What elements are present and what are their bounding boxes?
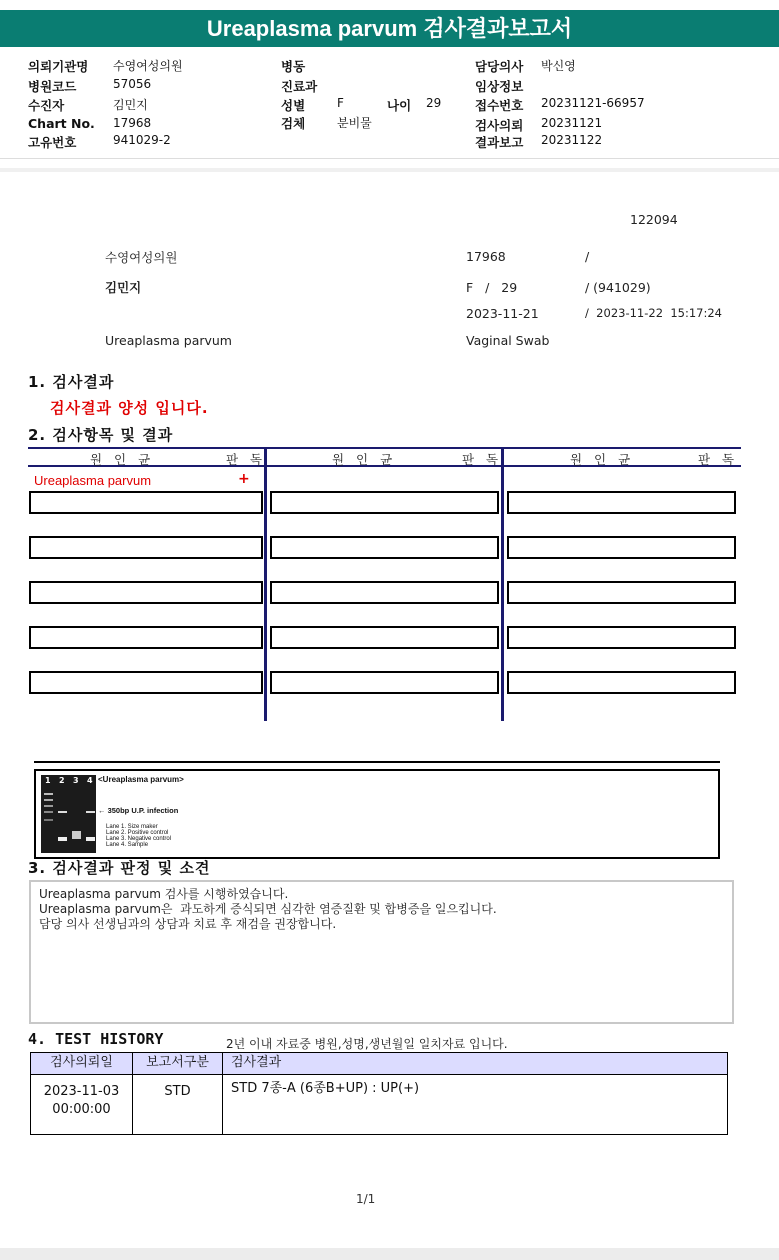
result-item-mark: + [238, 471, 250, 487]
result-item-name: Ureaplasma parvum [34, 473, 152, 488]
history-header-type: 보고서구분 [132, 1052, 223, 1075]
label-hospital-code: 병원코드 [28, 79, 77, 94]
gel-lane-2: 2 [59, 776, 65, 785]
summary-code: 122094 [630, 212, 678, 227]
opinion-box [29, 880, 734, 1024]
col1-header-judgement: 판 독 [226, 452, 267, 467]
label-report-date: 결과보고 [475, 135, 524, 150]
label-patient: 수진자 [28, 98, 65, 113]
col2-header-organism: 원 인 균 [332, 452, 397, 467]
section3-title: 3. 검사결과 판정 및 소견 [28, 859, 211, 877]
result-box [270, 626, 499, 649]
col3-header-judgement: 판 독 [698, 452, 739, 467]
history-cell-date [30, 1074, 133, 1135]
history-time: 00:00:00 [52, 1102, 111, 1117]
summary-hospital: 수영여성의원 [105, 250, 178, 265]
header-shadow [0, 168, 779, 172]
label-department: 진료과 [281, 79, 318, 94]
label-chart-no: Chart No. [28, 116, 95, 131]
history-note: 2년 이내 자료중 병원,성명,생년월일 일치자료 입니다. [226, 1037, 508, 1051]
col3-header-organism: 원 인 균 [570, 452, 635, 467]
gel-panel [34, 769, 720, 859]
section1-result: 검사결과 양성 입니다. [50, 399, 209, 417]
label-age: 나이 [387, 98, 412, 113]
bottom-bar [0, 1248, 779, 1260]
summary-birth: / (941029) [585, 280, 651, 295]
gel-image [41, 775, 96, 853]
label-unique-no: 고유번호 [28, 135, 77, 150]
opinion-line-2: Ureaplasma parvum은 과도하게 증식되면 심각한 염증질환 및 합병증을 일으킵니다. [39, 902, 497, 916]
section2-title: 2. 검사항목 및 결과 [28, 426, 174, 444]
result-box [507, 581, 736, 604]
summary-test-name: Ureaplasma parvum [105, 333, 232, 348]
gel-legend-2: Lane 2. Positive control [106, 830, 169, 836]
history-date: 2023-11-03 [43, 1084, 120, 1099]
history-result: STD 7종-A (6종B+UP) : UP(+) [222, 1074, 728, 1135]
gel-lane-3: 3 [73, 776, 79, 785]
summary-chart-no: 17968 [466, 249, 506, 264]
value-patient: 김민지 [113, 98, 148, 112]
label-ward: 병동 [281, 59, 306, 74]
gel-top-rule [34, 761, 720, 763]
value-age: 29 [426, 96, 442, 110]
col2-header-judgement: 판 독 [462, 452, 503, 467]
opinion-line-3: 담당 의사 선생님과의 상담과 치료 후 재검을 권장합니다. [39, 917, 337, 931]
history-type: STD [132, 1074, 223, 1135]
value-hospital-code: 57056 [113, 77, 152, 91]
value-receipt-no: 20231121-66957 [541, 96, 645, 110]
section1-title: 1. 검사결과 [28, 373, 115, 391]
gel-title: <Ureaplasma parvum> [98, 775, 184, 784]
value-request-date: 20231121 [541, 116, 603, 130]
result-box [29, 671, 263, 694]
label-specimen: 검체 [281, 116, 306, 131]
summary-patient: 김민지 [105, 280, 142, 295]
result-box [29, 536, 263, 559]
result-box [270, 671, 499, 694]
summary-specimen: Vaginal Swab [466, 333, 550, 348]
grid-top-rule [28, 447, 741, 449]
opinion-line-1: Ureaplasma parvum 검사를 시행하였습니다. [39, 887, 289, 901]
value-unique-no: 941029-2 [113, 133, 171, 147]
summary-report-datetime: / 2023-11-22 15:17:24 [585, 306, 722, 320]
result-box [270, 536, 499, 559]
section4-title: 4. TEST HISTORY [28, 1030, 164, 1048]
value-specimen: 분비물 [337, 116, 372, 130]
page-number: 1/1 [356, 1192, 376, 1206]
gel-bands [41, 775, 96, 853]
gel-lane-4: 4 [87, 776, 93, 785]
value-report-date: 20231122 [541, 133, 603, 147]
gel-band-label: ← 350bp U.P. infection [98, 806, 179, 815]
result-box [29, 581, 263, 604]
history-header-date: 검사의뢰일 [30, 1052, 133, 1075]
label-clinical-info: 임상정보 [475, 79, 524, 94]
result-box [507, 626, 736, 649]
label-institution: 의뢰기관명 [28, 59, 89, 74]
grid-divider-2 [501, 447, 504, 721]
grid-divider-1 [264, 447, 267, 721]
gel-legend-1: Lane 1. Size maker [106, 824, 158, 830]
gel-lane-1: 1 [45, 776, 51, 785]
label-doctor: 담당의사 [475, 59, 524, 74]
label-receipt-no: 접수번호 [475, 98, 524, 113]
label-request-date: 검사의뢰 [475, 118, 524, 133]
history-header-result: 검사결과 [222, 1052, 728, 1075]
value-doctor: 박신영 [541, 59, 576, 73]
result-box [270, 491, 499, 514]
summary-sex-age: F / 29 [466, 280, 518, 295]
label-sex: 성별 [281, 98, 306, 113]
result-box [29, 491, 263, 514]
report-title: Ureaplasma parvum 검사결과보고서 [0, 10, 779, 47]
result-box [29, 626, 263, 649]
value-chart-no: 17968 [113, 116, 152, 130]
result-box [507, 671, 736, 694]
gel-legend-3: Lane 3. Negative control [106, 836, 172, 842]
result-box [507, 536, 736, 559]
result-box [270, 581, 499, 604]
summary-request-date: 2023-11-21 [466, 306, 539, 321]
header-divider [0, 158, 779, 159]
value-sex: F [337, 96, 344, 110]
col1-header-organism: 원 인 균 [90, 452, 155, 467]
summary-slash: / [585, 249, 590, 264]
value-institution: 수영여성의원 [113, 59, 183, 73]
result-box [507, 491, 736, 514]
gel-legend-4: Lane 4. Sample [106, 842, 149, 848]
